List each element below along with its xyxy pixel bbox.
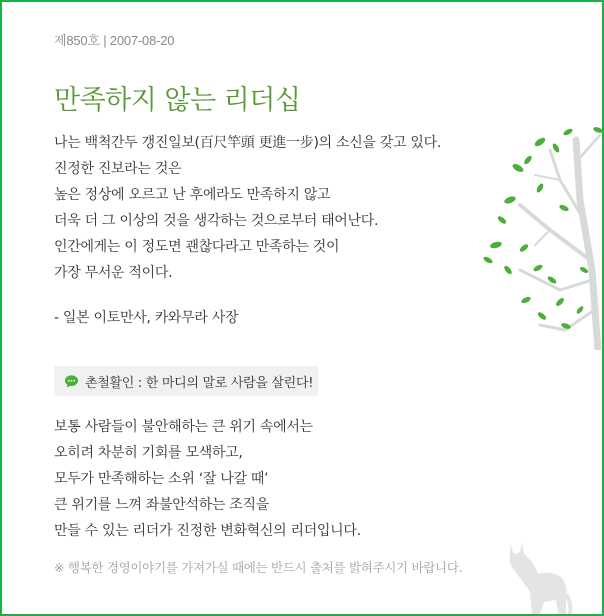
speech-bubble-icon (64, 374, 79, 389)
body-line: 큰 위기를 느껴 좌불안석하는 조직을 (54, 497, 269, 513)
body-line: 모두가 만족해하는 소위 ‘잘 나갈 때’ (54, 471, 269, 487)
quote-line: 더욱 더 그 이상의 것을 생각하는 것으로부터 태어난다. (54, 213, 379, 229)
section-tag-label: 촌철활인 : 한 마디의 말로 사람을 살린다! (85, 375, 314, 391)
copyright-notice: ※ 행복한 경영이야기를 가져가실 때에는 반드시 출처를 밝혀주시기 바랍니다. (54, 560, 463, 575)
tree-illustration (480, 120, 604, 350)
body-block (54, 414, 361, 544)
quote-line: 가장 무서운 적이다. (54, 265, 173, 281)
quote-line: 진정한 진보라는 것은 (54, 161, 182, 177)
body-line: 만들 수 있는 리더가 진정한 변화혁신의 리더입니다. (54, 523, 361, 539)
body-line: 보통 사람들이 불안해하는 큰 위기 속에서는 (54, 419, 313, 435)
quote-line: 나는 백척간두 갱진일보(百尺竿頭 更進一步)의 소신을 갖고 있다. (54, 135, 442, 151)
issue-date: 제850호 | 2007-08-20 (54, 33, 175, 48)
quote-line: 인간에게는 이 정도면 괜찮다라고 만족하는 것이 (54, 239, 340, 255)
quote-line: 높은 정상에 오르고 난 후에라도 만족하지 않고 (54, 187, 331, 203)
quote-block (54, 130, 441, 286)
quote-source: - 일본 이토만사, 카와무라 사장 (54, 310, 239, 326)
page-title: 만족하지 않는 리더십 (54, 85, 301, 116)
section-tag (54, 366, 318, 396)
body-line: 오히려 차분히 기회를 모색하고, (54, 445, 243, 461)
cat-silhouette-icon (504, 540, 576, 614)
